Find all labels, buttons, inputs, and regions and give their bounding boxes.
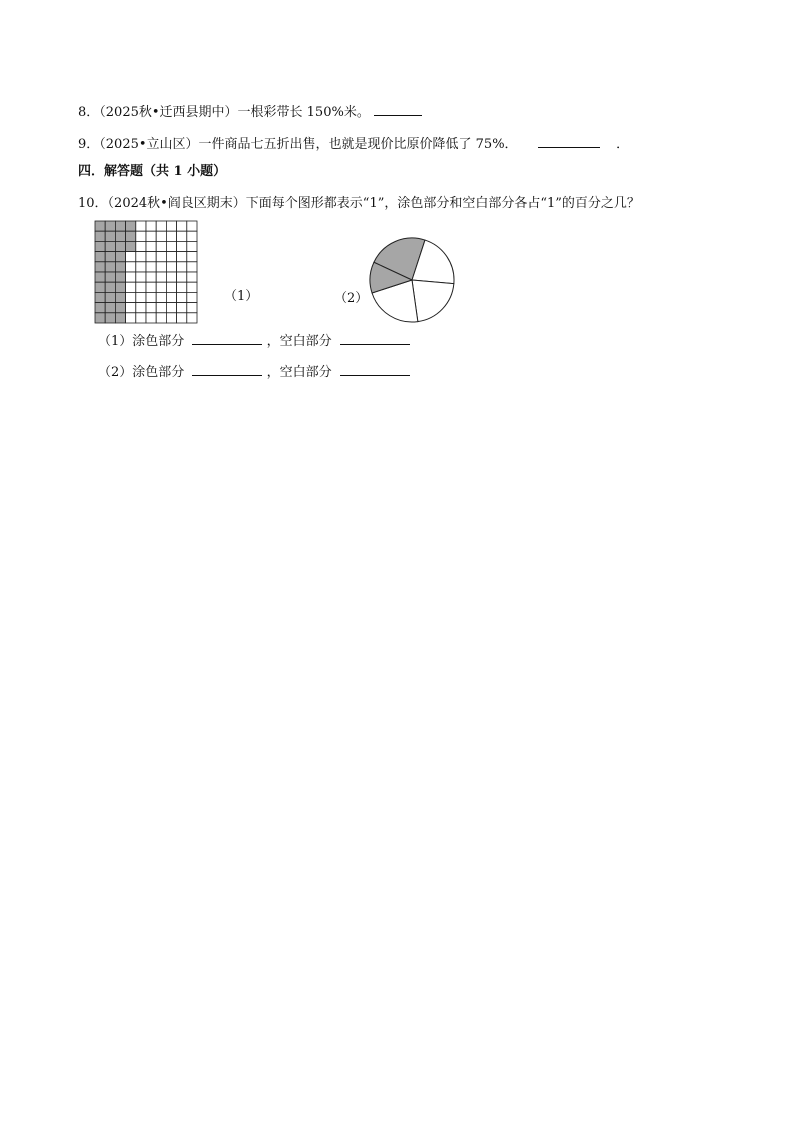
grid-cell-shaded [126,241,136,251]
grid-cell [126,252,136,262]
grid-cell-shaded [115,231,125,241]
grid-cell [166,231,176,241]
grid-cell [177,221,187,231]
question-9 [78,133,629,154]
grid-cell [126,313,136,323]
grid-cell [156,303,166,313]
grid-cell [187,241,197,251]
grid-figure [94,220,200,324]
answer-1-blank-blank[interactable] [340,330,410,345]
question-10-text: 10．（2024秋•阎良区期末）下面每个图形都表示“1”，涂色部分和空白部分各占“1”的百分之几？ [78,196,640,211]
grid-cell [177,262,187,272]
grid-cell [136,252,146,262]
grid-cell [166,292,176,302]
grid-cell-shaded [95,303,105,313]
answer-blank-9[interactable] [538,133,600,148]
answer-line-1 [98,330,410,351]
question-9-text: 9．（2025•立山区）一件商品七五折出售，也就是现价比原价降低了 75%． [78,137,518,152]
grid-cell-shaded [126,221,136,231]
grid-cell-shaded [95,241,105,251]
grid-cell [146,272,156,282]
grid-cell [177,303,187,313]
grid-cell-shaded [115,221,125,231]
grid-cell-shaded [115,282,125,292]
grid-cell [156,272,166,282]
grid-cell-shaded [95,272,105,282]
grid-cell [187,303,197,313]
grid-cell [136,262,146,272]
grid-cell [136,282,146,292]
grid-cell-shaded [115,303,125,313]
grid-cell [166,262,176,272]
grid-cell [136,231,146,241]
grid-cell [136,292,146,302]
grid-cell [146,292,156,302]
grid-cell-shaded [95,282,105,292]
grid-cell-shaded [95,252,105,262]
grid-cell [146,282,156,292]
question-9-tail: ． [616,137,630,152]
grid-cell [156,241,166,251]
answer-line-2 [98,361,410,382]
grid-cell-shaded [105,241,115,251]
grid-cell [187,272,197,282]
grid-cell-shaded [105,272,115,282]
figure-2-label: （2） [334,291,369,306]
grid-cell [136,303,146,313]
grid-cell [177,282,187,292]
pie-slice [412,280,454,322]
answer-1-shaded-label: 涂色部分 [132,334,185,349]
grid-cell [146,252,156,262]
answer-2-blank-label: 空白部分 [279,365,332,380]
grid-cell [156,231,166,241]
grid-cell [146,313,156,323]
grid-cell [156,292,166,302]
grid-cell-shaded [105,252,115,262]
grid-cell [177,231,187,241]
grid-cell [146,303,156,313]
grid-cell-shaded [95,221,105,231]
grid-cell [126,282,136,292]
grid-cell-shaded [105,313,115,323]
grid-cell-shaded [115,241,125,251]
grid-cell-shaded [115,252,125,262]
grid-cell [146,221,156,231]
grid-cell [126,303,136,313]
grid-cell-shaded [105,303,115,313]
grid-cell [187,252,197,262]
grid-cell [146,241,156,251]
grid-cell-shaded [105,262,115,272]
grid-cell [156,221,166,231]
answer-2-sep: ， [266,365,280,380]
grid-cell [166,282,176,292]
question-10 [78,195,640,213]
grid-cell [156,313,166,323]
question-8 [78,101,422,122]
answer-1-sep: ， [266,334,280,349]
grid-cell [146,262,156,272]
grid-cell [187,262,197,272]
grid-cell [177,252,187,262]
grid-cell [146,231,156,241]
grid-cell [187,221,197,231]
grid-cell-shaded [115,262,125,272]
grid-cell [166,241,176,251]
grid-cell-shaded [95,313,105,323]
grid-cell [136,241,146,251]
grid-cell [177,292,187,302]
grid-cell-shaded [115,292,125,302]
answer-2-shaded-label: 涂色部分 [132,365,185,380]
grid-cell [136,313,146,323]
grid-cell [126,262,136,272]
grid-cell-shaded [95,292,105,302]
grid-cell-shaded [115,313,125,323]
grid-cell [166,313,176,323]
grid-cell-shaded [105,282,115,292]
grid-cell [177,313,187,323]
grid-cell [177,241,187,251]
grid-cell [156,262,166,272]
answer-1-blank-label: 空白部分 [279,334,332,349]
grid-cell [187,282,197,292]
answer-1-shaded-blank[interactable] [192,330,262,345]
answer-blank-8[interactable] [374,101,422,116]
grid-cell [166,272,176,282]
grid-cell-shaded [126,231,136,241]
grid-cell-shaded [105,231,115,241]
question-8-text: 8．（2025秋•迁西县期中）一根彩带长 150%米。 [78,105,370,120]
grid-cell [136,221,146,231]
grid-cell [166,221,176,231]
grid-cell-shaded [105,221,115,231]
grid-cell [166,303,176,313]
figure-1-label: （1） [224,289,259,304]
grid-cell-shaded [95,262,105,272]
grid-cell [187,292,197,302]
grid-cell [136,272,146,282]
grid-cell-shaded [115,272,125,282]
pie-figure [366,234,458,326]
answer-1-num: （1） [98,334,133,349]
grid-cell-shaded [105,292,115,302]
grid-cell [187,313,197,323]
grid-cell [126,272,136,282]
answer-2-blank-blank[interactable] [340,361,410,376]
answer-2-num: （2） [98,365,133,380]
grid-cell [166,252,176,262]
section-heading: 四．解答题（共 1 小题） [78,164,227,179]
grid-cell [187,231,197,241]
grid-cell [177,272,187,282]
grid-cell-shaded [95,231,105,241]
grid-cell [156,252,166,262]
grid-cell [156,282,166,292]
grid-cell [126,292,136,302]
answer-2-shaded-blank[interactable] [192,361,262,376]
